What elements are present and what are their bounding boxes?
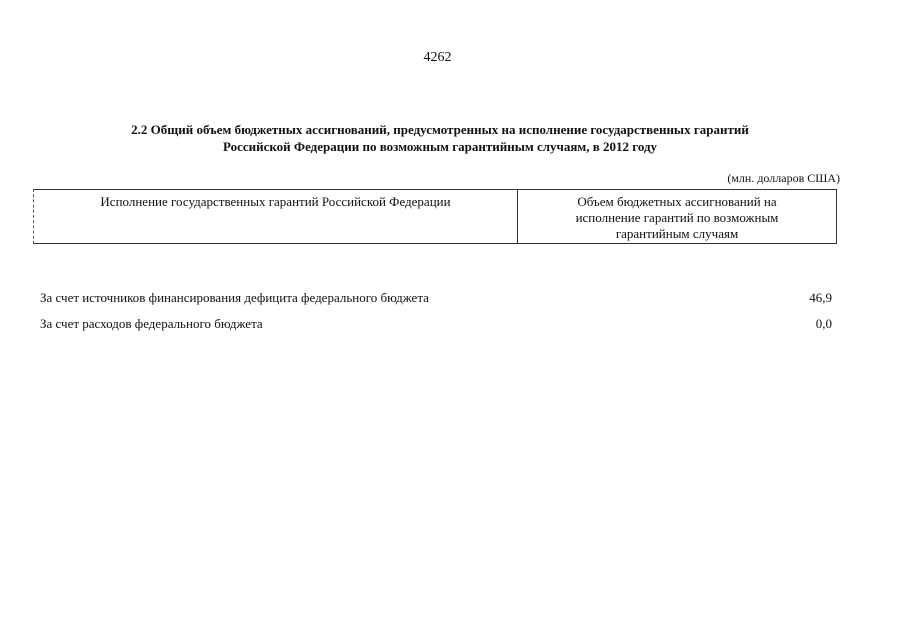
header-col-volume-line-3: гарантийным случаям <box>615 226 739 241</box>
table-body <box>40 289 832 341</box>
table-row <box>40 289 832 307</box>
page-number: 4262 <box>423 50 452 65</box>
header-col-execution: Исполнение государственных гарантий Российской Федерации <box>34 190 518 243</box>
document-title <box>40 121 840 155</box>
row-label: За счет источников финансирования дефицита федерального бюджета <box>40 290 429 305</box>
title-line-2: Российской Федерации по возможным гарантийным случаям, в 2012 году <box>222 139 658 154</box>
header-col-volume-line-2: исполнение гарантий по возможным <box>575 210 779 225</box>
table-header <box>33 189 837 244</box>
header-col-volume <box>518 190 836 243</box>
header-col-volume-line-1: Объем бюджетных ассигнований на <box>577 194 777 209</box>
table-row <box>40 315 832 333</box>
units-note: (млн. долларов США) <box>727 171 840 185</box>
row-label: За счет расходов федерального бюджета <box>40 316 263 331</box>
row-value: 46,9 <box>809 290 832 305</box>
row-value: 0,0 <box>815 316 832 331</box>
title-line-1: 2.2 Общий объем бюджетных ассигнований, предусмотренных на исполнение государственных гарантий <box>131 122 749 137</box>
